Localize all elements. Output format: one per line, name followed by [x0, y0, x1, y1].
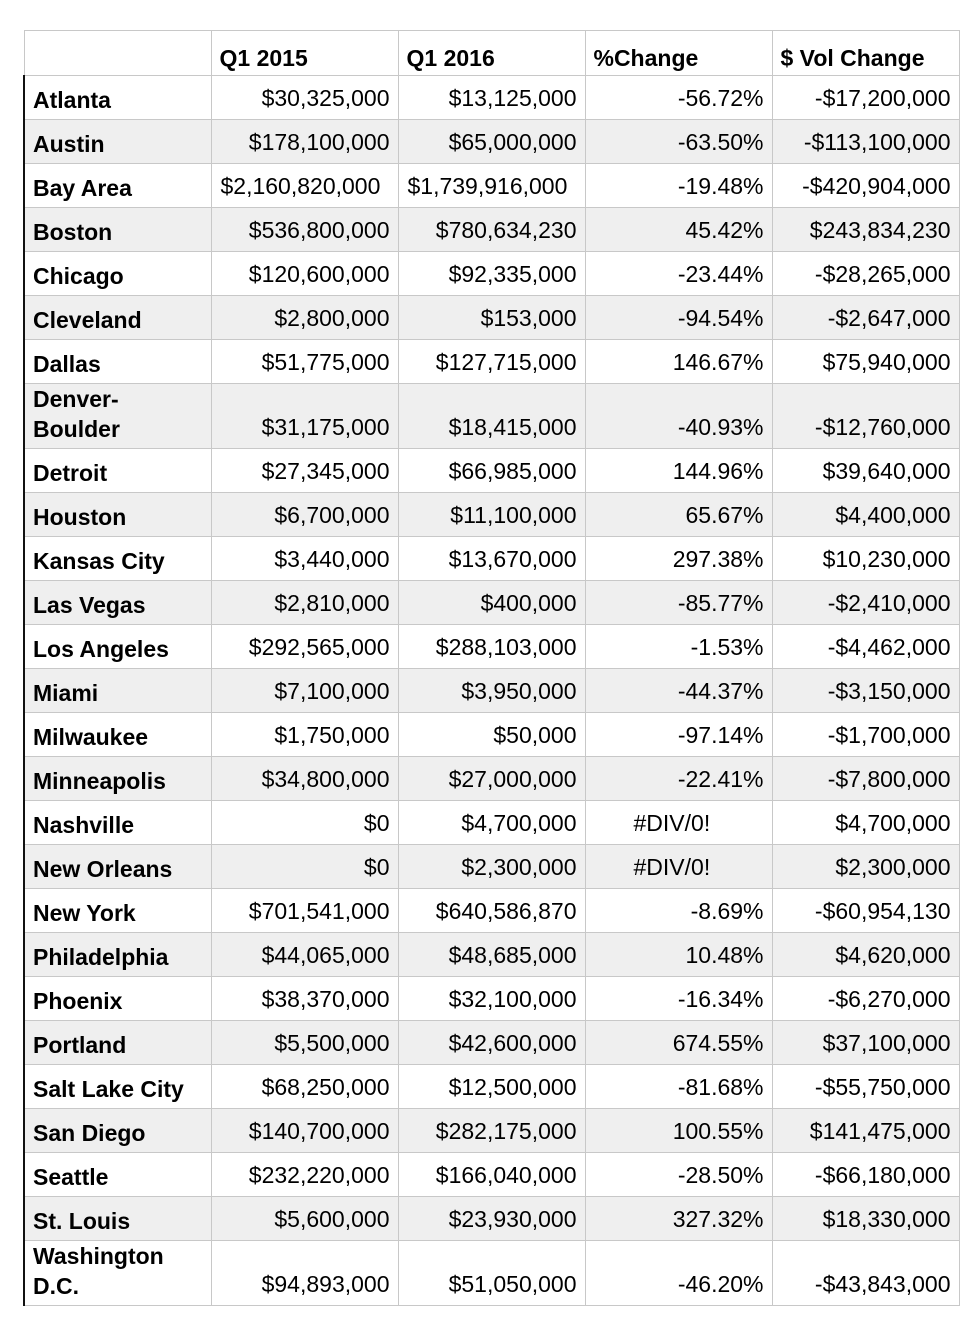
q1-2016-cell[interactable]: $13,670,000 — [398, 537, 585, 581]
q1-2015-cell[interactable]: $140,700,000 — [211, 1109, 398, 1153]
q1-2015-cell[interactable]: $94,893,000 — [211, 1241, 398, 1306]
city-cell[interactable]: Boston — [24, 208, 211, 252]
pct-change-cell[interactable]: #DIV/0! — [585, 845, 772, 889]
city-cell[interactable]: St. Louis — [24, 1197, 211, 1241]
pct-change-cell[interactable]: 10.48% — [585, 933, 772, 977]
pct-change-cell[interactable]: 146.67% — [585, 340, 772, 384]
pct-change-cell[interactable]: -1.53% — [585, 625, 772, 669]
q1-2016-cell[interactable]: $50,000 — [398, 713, 585, 757]
city-cell[interactable]: Seattle — [24, 1153, 211, 1197]
city-cell[interactable]: Detroit — [24, 449, 211, 493]
q1-2015-cell[interactable]: $178,100,000 — [211, 120, 398, 164]
q1-2016-cell[interactable]: $13,125,000 — [398, 76, 585, 120]
table-row — [24, 164, 959, 208]
city-cell[interactable]: Houston — [24, 493, 211, 537]
table-row — [24, 384, 959, 449]
q1-2015-cell[interactable]: $5,600,000 — [211, 1197, 398, 1241]
q1-2015-cell[interactable]: $34,800,000 — [211, 757, 398, 801]
pct-change-cell[interactable]: 65.67% — [585, 493, 772, 537]
city-cell[interactable]: New Orleans — [24, 845, 211, 889]
pct-change-cell[interactable]: -81.68% — [585, 1065, 772, 1109]
q1-2015-cell[interactable]: $1,750,000 — [211, 713, 398, 757]
city-cell[interactable]: Milwaukee — [24, 713, 211, 757]
q1-2016-cell[interactable]: $51,050,000 — [398, 1241, 585, 1306]
table-row — [24, 340, 959, 384]
vol-change-cell[interactable]: $4,700,000 — [772, 801, 959, 845]
q1-2015-cell[interactable]: $31,175,000 — [211, 384, 398, 449]
city-cell[interactable]: Los Angeles — [24, 625, 211, 669]
table-row — [24, 1021, 959, 1065]
q1-2015-cell[interactable]: $2,160,820,000 — [211, 164, 398, 208]
vol-change-cell[interactable]: -$2,647,000 — [772, 296, 959, 340]
city-cell[interactable]: Phoenix — [24, 977, 211, 1021]
city-cell[interactable]: New York — [24, 889, 211, 933]
vol-change-cell[interactable]: $141,475,000 — [772, 1109, 959, 1153]
q1-2016-cell[interactable]: $92,335,000 — [398, 252, 585, 296]
table-row — [24, 208, 959, 252]
header-cell-city[interactable] — [24, 31, 211, 76]
table-row — [24, 76, 959, 120]
q1-2016-cell[interactable]: $288,103,000 — [398, 625, 585, 669]
city-cell[interactable]: Salt Lake City — [24, 1065, 211, 1109]
pct-change-cell[interactable]: -63.50% — [585, 120, 772, 164]
q1-2016-cell[interactable]: $18,415,000 — [398, 384, 585, 449]
city-cell[interactable]: Las Vegas — [24, 581, 211, 625]
vol-change-cell[interactable]: -$113,100,000 — [772, 120, 959, 164]
q1-2015-cell[interactable]: $38,370,000 — [211, 977, 398, 1021]
city-cell[interactable]: Philadelphia — [24, 933, 211, 977]
city-cell[interactable]: Kansas City — [24, 537, 211, 581]
table-row — [24, 889, 959, 933]
header-cell-pct-change[interactable]: %Change — [585, 31, 772, 76]
city-cell[interactable]: Minneapolis — [24, 757, 211, 801]
pct-change-cell[interactable]: -28.50% — [585, 1153, 772, 1197]
table-row — [24, 757, 959, 801]
pct-change-cell[interactable]: -85.77% — [585, 581, 772, 625]
q1-2016-cell[interactable]: $65,000,000 — [398, 120, 585, 164]
table-row — [24, 1109, 959, 1153]
q1-2016-cell[interactable]: $12,500,000 — [398, 1065, 585, 1109]
pct-change-cell[interactable]: 45.42% — [585, 208, 772, 252]
city-cell[interactable]: Nashville — [24, 801, 211, 845]
q1-2016-cell[interactable]: $166,040,000 — [398, 1153, 585, 1197]
header-cell-q1-2016[interactable]: Q1 2016 — [398, 31, 585, 76]
pct-change-cell[interactable]: -16.34% — [585, 977, 772, 1021]
table-row — [24, 120, 959, 164]
vol-change-cell[interactable]: -$12,760,000 — [772, 384, 959, 449]
q1-2016-cell[interactable]: $127,715,000 — [398, 340, 585, 384]
q1-2015-cell[interactable]: $7,100,000 — [211, 669, 398, 713]
q1-2015-cell[interactable]: $6,700,000 — [211, 493, 398, 537]
city-cell[interactable]: Austin — [24, 120, 211, 164]
header-row — [24, 31, 959, 76]
q1-2016-cell[interactable]: $42,600,000 — [398, 1021, 585, 1065]
pct-change-cell[interactable]: -19.48% — [585, 164, 772, 208]
table-row — [24, 1153, 959, 1197]
q1-2015-cell[interactable]: $44,065,000 — [211, 933, 398, 977]
vol-change-cell[interactable]: $4,400,000 — [772, 493, 959, 537]
vol-change-cell[interactable]: -$60,954,130 — [772, 889, 959, 933]
city-cell[interactable]: Miami — [24, 669, 211, 713]
table-row — [24, 933, 959, 977]
q1-2016-cell[interactable]: $32,100,000 — [398, 977, 585, 1021]
q1-2015-cell[interactable]: $536,800,000 — [211, 208, 398, 252]
table-row — [24, 537, 959, 581]
pct-change-cell[interactable]: -94.54% — [585, 296, 772, 340]
pct-change-cell[interactable]: 297.38% — [585, 537, 772, 581]
q1-2016-cell[interactable]: $640,586,870 — [398, 889, 585, 933]
q1-2016-cell[interactable]: $780,634,230 — [398, 208, 585, 252]
vol-change-cell[interactable]: -$3,150,000 — [772, 669, 959, 713]
q1-2015-cell[interactable]: $3,440,000 — [211, 537, 398, 581]
city-volume-table — [23, 30, 960, 1306]
vol-change-cell[interactable]: $18,330,000 — [772, 1197, 959, 1241]
vol-change-cell[interactable]: -$17,200,000 — [772, 76, 959, 120]
city-cell[interactable]: Portland — [24, 1021, 211, 1065]
city-cell[interactable]: Bay Area — [24, 164, 211, 208]
vol-change-cell[interactable]: $75,940,000 — [772, 340, 959, 384]
city-cell[interactable]: San Diego — [24, 1109, 211, 1153]
vol-change-cell[interactable]: -$2,410,000 — [772, 581, 959, 625]
vol-change-cell[interactable]: $39,640,000 — [772, 449, 959, 493]
q1-2015-cell[interactable]: $30,325,000 — [211, 76, 398, 120]
city-cell[interactable]: Atlanta — [24, 76, 211, 120]
table-row — [24, 845, 959, 889]
q1-2015-cell[interactable]: $701,541,000 — [211, 889, 398, 933]
q1-2016-cell[interactable]: $23,930,000 — [398, 1197, 585, 1241]
vol-change-cell[interactable]: -$66,180,000 — [772, 1153, 959, 1197]
pct-change-cell[interactable]: 327.32% — [585, 1197, 772, 1241]
pct-change-cell[interactable]: 144.96% — [585, 449, 772, 493]
q1-2015-cell[interactable]: $0 — [211, 845, 398, 889]
table-row — [24, 296, 959, 340]
q1-2016-cell[interactable]: $11,100,000 — [398, 493, 585, 537]
city-cell[interactable]: Denver-Boulder — [24, 384, 211, 449]
table-row — [24, 1065, 959, 1109]
table-body — [24, 76, 959, 1306]
table-row — [24, 801, 959, 845]
city-cell[interactable]: Dallas — [24, 340, 211, 384]
vol-change-cell[interactable]: $10,230,000 — [772, 537, 959, 581]
vol-change-cell[interactable]: -$43,843,000 — [772, 1241, 959, 1306]
vol-change-cell[interactable]: $37,100,000 — [772, 1021, 959, 1065]
q1-2015-cell[interactable]: $51,775,000 — [211, 340, 398, 384]
vol-change-cell[interactable]: $4,620,000 — [772, 933, 959, 977]
q1-2015-cell[interactable]: $120,600,000 — [211, 252, 398, 296]
table-row — [24, 581, 959, 625]
q1-2016-cell[interactable]: $27,000,000 — [398, 757, 585, 801]
q1-2015-cell[interactable]: $68,250,000 — [211, 1065, 398, 1109]
city-cell[interactable]: Cleveland — [24, 296, 211, 340]
city-cell[interactable]: Chicago — [24, 252, 211, 296]
q1-2015-cell[interactable]: $27,345,000 — [211, 449, 398, 493]
vol-change-cell[interactable]: -$7,800,000 — [772, 757, 959, 801]
vol-change-cell[interactable]: -$6,270,000 — [772, 977, 959, 1021]
table-row — [24, 977, 959, 1021]
q1-2015-cell[interactable]: $5,500,000 — [211, 1021, 398, 1065]
q1-2015-cell[interactable]: $292,565,000 — [211, 625, 398, 669]
header-cell-vol-change[interactable]: $ Vol Change — [772, 31, 959, 76]
q1-2016-cell[interactable]: $1,739,916,000 — [398, 164, 585, 208]
q1-2015-cell[interactable]: $232,220,000 — [211, 1153, 398, 1197]
pct-change-cell[interactable]: -22.41% — [585, 757, 772, 801]
q1-2016-cell[interactable]: $153,000 — [398, 296, 585, 340]
pct-change-cell[interactable]: 100.55% — [585, 1109, 772, 1153]
vol-change-cell[interactable]: -$28,265,000 — [772, 252, 959, 296]
vol-change-cell[interactable]: $243,834,230 — [772, 208, 959, 252]
q1-2016-cell[interactable]: $48,685,000 — [398, 933, 585, 977]
table-row — [24, 449, 959, 493]
table-row — [24, 252, 959, 296]
q1-2016-cell[interactable]: $3,950,000 — [398, 669, 585, 713]
table-row — [24, 1197, 959, 1241]
pct-change-cell[interactable]: -8.69% — [585, 889, 772, 933]
table-row — [24, 669, 959, 713]
vol-change-cell[interactable]: -$4,462,000 — [772, 625, 959, 669]
table-row — [24, 493, 959, 537]
q1-2016-cell[interactable]: $282,175,000 — [398, 1109, 585, 1153]
q1-2016-cell[interactable]: $66,985,000 — [398, 449, 585, 493]
pct-change-cell[interactable]: -44.37% — [585, 669, 772, 713]
pct-change-cell[interactable]: -56.72% — [585, 76, 772, 120]
q1-2016-cell[interactable]: $400,000 — [398, 581, 585, 625]
q1-2015-cell[interactable]: $2,810,000 — [211, 581, 398, 625]
vol-change-cell[interactable]: -$55,750,000 — [772, 1065, 959, 1109]
q1-2015-cell[interactable]: $0 — [211, 801, 398, 845]
pct-change-cell[interactable]: #DIV/0! — [585, 801, 772, 845]
table-row — [24, 713, 959, 757]
pct-change-cell[interactable]: -97.14% — [585, 713, 772, 757]
table-row — [24, 1241, 959, 1306]
pct-change-cell[interactable]: -23.44% — [585, 252, 772, 296]
pct-change-cell[interactable]: -46.20% — [585, 1241, 772, 1306]
pct-change-cell[interactable]: -40.93% — [585, 384, 772, 449]
city-cell[interactable]: Washington D.C. — [24, 1241, 211, 1306]
vol-change-cell[interactable]: -$1,700,000 — [772, 713, 959, 757]
q1-2016-cell[interactable]: $2,300,000 — [398, 845, 585, 889]
vol-change-cell[interactable]: -$420,904,000 — [772, 164, 959, 208]
header-cell-q1-2015[interactable]: Q1 2015 — [211, 31, 398, 76]
q1-2015-cell[interactable]: $2,800,000 — [211, 296, 398, 340]
pct-change-cell[interactable]: 674.55% — [585, 1021, 772, 1065]
table-row — [24, 625, 959, 669]
q1-2016-cell[interactable]: $4,700,000 — [398, 801, 585, 845]
vol-change-cell[interactable]: $2,300,000 — [772, 845, 959, 889]
